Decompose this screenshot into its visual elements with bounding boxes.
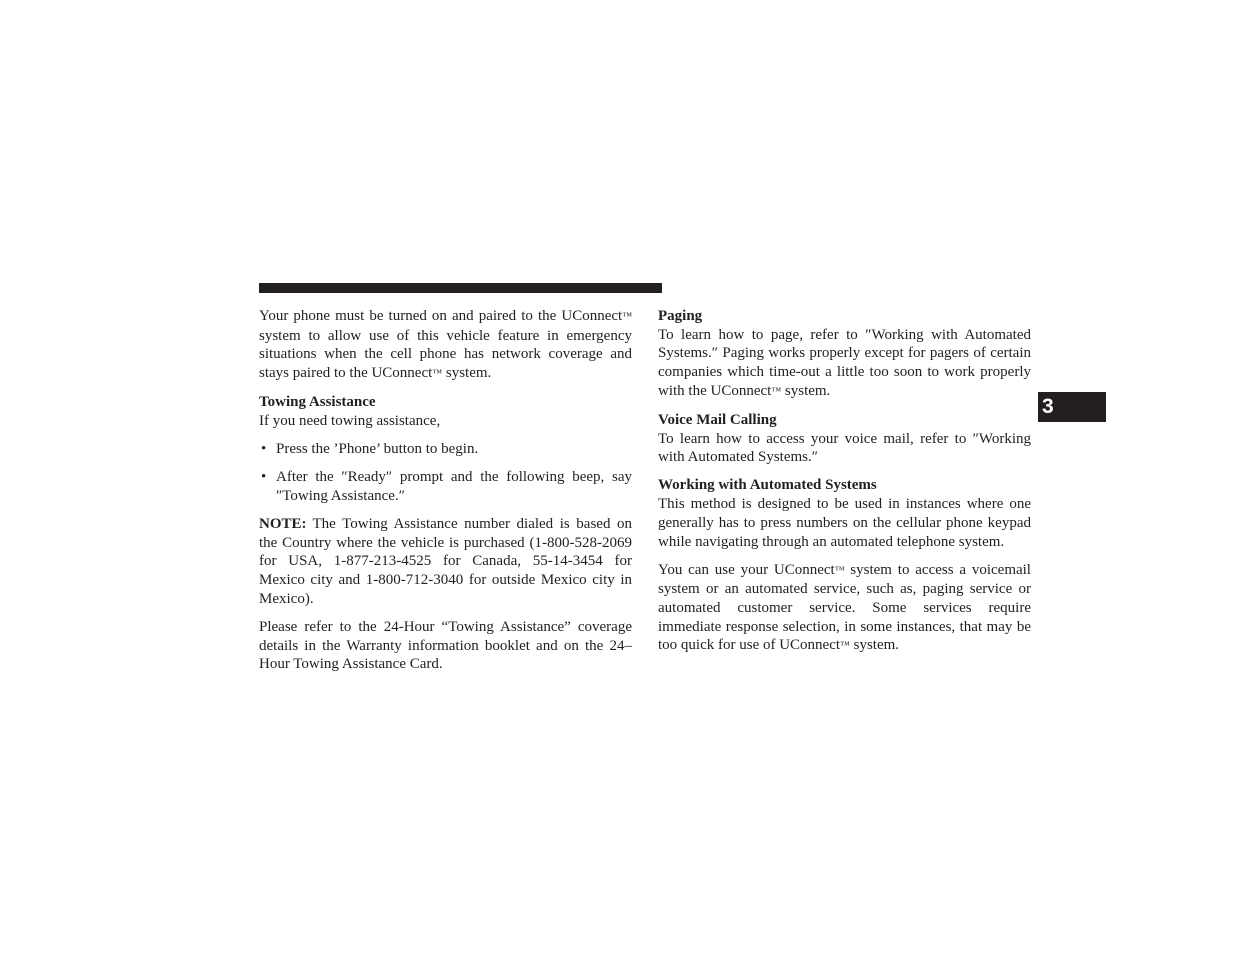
note-paragraph — [259, 515, 632, 609]
trademark-symbol: ™ — [432, 368, 443, 380]
usage-paragraph: You can use your UConnect™ system to access a voicemail system or an automated service, such as, paging service or automated customer service. Some services require immediate response selection, in some instances, that may be too quick for use of UConnect™ system. — [658, 561, 1031, 654]
trademark-symbol: ™ — [834, 564, 845, 576]
note-text: The Towing Assistance number dialed is based on the Country where the vehicle is purchased (1-800-528-2069 for USA, 1-877-213-4525 for Canada, 55-14-3454 for Mexico city and 1-800-712-3040 for outside Mexico city in Mexico). — [259, 515, 632, 607]
refer-paragraph: Please refer to the 24-Hour “Towing Assistance” coverage details in the Warranty information booklet and on the 24–Hour Towing Assistance Card. — [259, 618, 632, 673]
towing-intro-text: If you need towing assistance, — [259, 412, 441, 429]
note-label: NOTE: — [259, 515, 307, 532]
trademark-symbol: ™ — [771, 385, 782, 397]
voice-mail-heading: Voice Mail Calling — [658, 411, 777, 428]
left-column — [259, 307, 632, 674]
paging-paragraph: To learn how to page, refer to ″Working with Automated Systems.″ Paging works properly except for pagers of certain companies which time-out a little too soon to work properly with the UConnect™ system. — [658, 326, 1031, 399]
list-item: • Press the ’Phone’ button to begin. — [261, 441, 479, 457]
bullet-icon: • — [261, 469, 267, 486]
list-item: • After the ″Ready″ prompt and the following beep, say ″Towing Assistance.″ — [261, 469, 632, 504]
paging-heading: Paging — [658, 308, 703, 324]
trademark-symbol: ™ — [622, 311, 632, 322]
chapter-tab: 3 — [1038, 392, 1106, 422]
bullet-icon: • — [261, 441, 267, 457]
header-rule — [259, 283, 662, 293]
voice-mail-paragraph: To learn how to access your voice mail, refer to ″Working with Automated Systems.″ — [658, 430, 1031, 466]
towing-assistance-heading: Towing Assistance — [259, 394, 376, 411]
intro-paragraph: Your phone must be turned on and paired to the UConnect™ system to allow use of this vehicle feature in emergency situations when the cell phone has network coverage and stays paired to the UConnect™ system. — [259, 308, 632, 382]
right-column — [658, 307, 1031, 656]
automated-systems-heading: Working with Automated Systems — [658, 477, 877, 494]
trademark-symbol: ™ — [840, 640, 850, 652]
towing-steps-list — [259, 440, 632, 506]
automated-systems-paragraph: This method is designed to be used in instances where one generally has to press numbers on the cellular phone keypad while navigating through an automated telephone system. — [658, 496, 1031, 550]
